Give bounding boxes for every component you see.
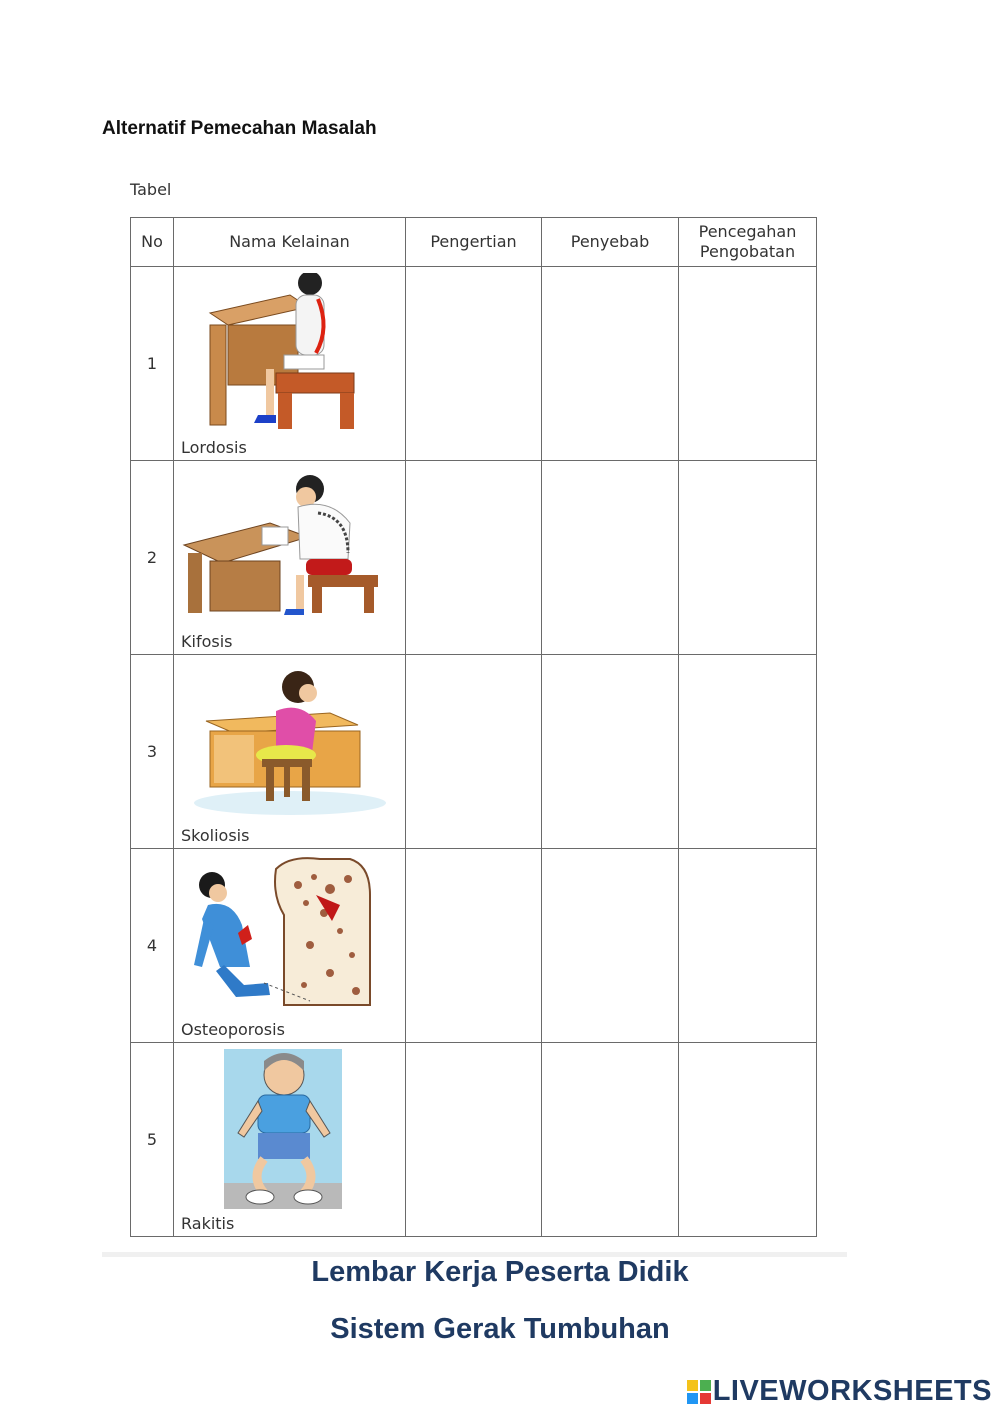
osteoporosis-illustration (180, 855, 398, 1015)
disorder-table (130, 217, 817, 1237)
kifosis-illustration (180, 467, 398, 627)
pengertian-answer[interactable] (406, 1043, 542, 1237)
table-row (131, 461, 817, 655)
liveworksheets-icon (687, 1380, 711, 1404)
header-pengertian: Pengertian (406, 218, 542, 267)
liveworksheets-logo (687, 1375, 992, 1408)
pengertian-answer[interactable] (406, 267, 542, 461)
footer-title-line1: Lembar Kerja Peserta Didik (311, 1256, 689, 1288)
header-no: No (131, 218, 174, 267)
row-number: 2 (131, 461, 174, 655)
disorder-cell (174, 1043, 406, 1237)
header-penyebab: Penyebab (542, 218, 679, 267)
rakitis-illustration (180, 1049, 398, 1209)
table-row (131, 655, 817, 849)
penyebab-answer[interactable] (542, 267, 679, 461)
section-heading: Alternatif Pemecahan Masalah (102, 118, 377, 139)
disorder-name: Lordosis (181, 438, 247, 457)
row-number: 1 (131, 267, 174, 461)
penyebab-answer[interactable] (542, 1043, 679, 1237)
disorder-cell (174, 849, 406, 1043)
pengertian-answer[interactable] (406, 461, 542, 655)
pengertian-answer[interactable] (406, 849, 542, 1043)
disorder-cell (174, 655, 406, 849)
disorder-name: Skoliosis (181, 826, 250, 845)
skoliosis-illustration (180, 661, 398, 821)
row-number: 4 (131, 849, 174, 1043)
pencegahan-answer[interactable] (679, 267, 817, 461)
pencegahan-answer[interactable] (679, 1043, 817, 1237)
header-pencegahan-pengobatan (679, 218, 817, 267)
row-number: 3 (131, 655, 174, 849)
disorder-name: Kifosis (181, 632, 233, 651)
pencegahan-answer[interactable] (679, 461, 817, 655)
footer-title-line2: Sistem Gerak Tumbuhan (330, 1313, 670, 1345)
brand-name: LIVEWORKSHEETS (712, 1375, 992, 1407)
table-row (131, 267, 817, 461)
table-row (131, 1043, 817, 1237)
disorder-name: Rakitis (181, 1214, 235, 1233)
table-header-row (131, 218, 817, 267)
disorder-cell (174, 461, 406, 655)
header-pencegahan: Pencegahan (698, 222, 797, 241)
penyebab-answer[interactable] (542, 461, 679, 655)
row-number: 5 (131, 1043, 174, 1237)
pencegahan-answer[interactable] (679, 655, 817, 849)
disorder-cell (174, 267, 406, 461)
table-row (131, 849, 817, 1043)
pencegahan-answer[interactable] (679, 849, 817, 1043)
lordosis-illustration (180, 273, 398, 433)
pengertian-answer[interactable] (406, 655, 542, 849)
penyebab-answer[interactable] (542, 655, 679, 849)
header-pengobatan: Pengobatan (699, 242, 796, 261)
penyebab-answer[interactable] (542, 849, 679, 1043)
table-label: Tabel (130, 180, 172, 199)
header-nama-kelainan: Nama Kelainan (174, 218, 406, 267)
disorder-name: Osteoporosis (181, 1020, 285, 1039)
